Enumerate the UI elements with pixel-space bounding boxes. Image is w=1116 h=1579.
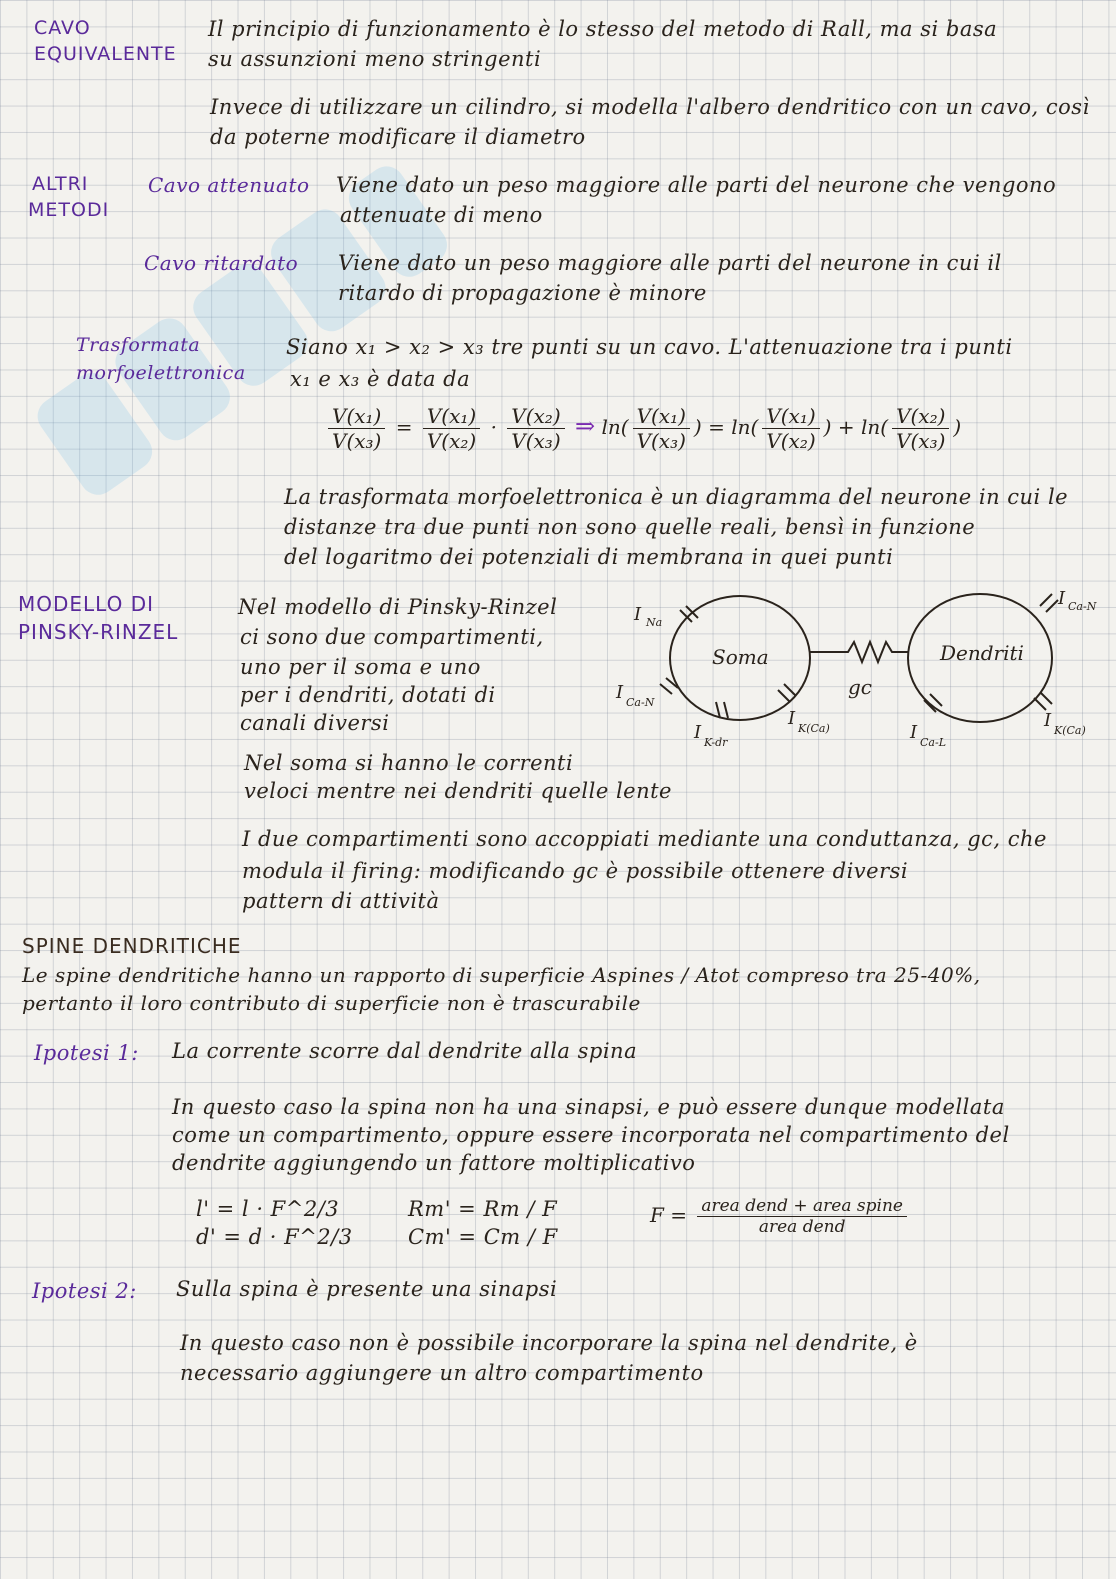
heading-cavo-equivalente-1: CAVO: [34, 17, 91, 39]
text-line: In questo caso non è possibile incorporare la spina nel dendrite, è: [180, 1331, 918, 1355]
text-line: La trasformata morfoelettronica è un diagramma del neurone in cui le: [284, 485, 1069, 509]
channel-can-right: [1040, 594, 1058, 612]
formula-l-prime: l' = l · F^2/3: [196, 1197, 340, 1221]
text-line: Invece di utilizzare un cilindro, si modella l'albero dendritico con un cavo, così: [210, 95, 1090, 119]
label-i-kdr: I: [694, 722, 702, 743]
implies-arrow: ⇒: [575, 412, 596, 440]
numerator: V(x₁): [633, 404, 690, 429]
text-line: Nel soma si hanno le correnti: [244, 751, 574, 775]
fraction: [423, 404, 480, 453]
denominator: V(x₃): [511, 429, 561, 453]
text-line: pertanto il loro contributo di superficie non è trascurabile: [22, 991, 641, 1015]
text-line: x₁ e x₃ è data da: [290, 367, 471, 391]
heading-altri-metodi-2: METODI: [28, 199, 110, 221]
label-i-kca-right-sub: K(Ca): [1054, 724, 1086, 737]
text-line: La corrente scorre dal dendrite alla spina: [172, 1039, 638, 1063]
attenuation-formula: $\frac{\text{V(x₁)}}{\text{V(x₃)}}$ = $\frac{\text{V(x₁)}}{\text{V(x₂)}}$ · $\frac{\text{V(x₂)}}{\text{V(x₃)}}$ ⇒ ln( $\frac{\text{V(x₁)}}{\text{V(x₃)}}$ ) = ln( $\frac{\text{V(x₁)}}{\text{V(x₂)}}$ ) + ln( $\frac{\text{V(x₂)}}{\text{V(x₃)}}$ ): [324, 404, 961, 453]
label-ipotesi-1: Ipotesi 1:: [34, 1041, 139, 1065]
label-i-cal: I: [910, 722, 918, 743]
numerator: V(x₂): [507, 404, 564, 429]
text-line: Sulla spina è presente una sinapsi: [176, 1277, 558, 1301]
label-gc: gc: [848, 675, 873, 699]
denominator: V(x₂): [426, 429, 477, 453]
text-line: veloci mentre nei dendriti quelle lente: [244, 779, 672, 803]
equals-sign: =: [395, 415, 413, 439]
numerator: V(x₁): [328, 404, 385, 429]
formula-cm-prime: Cm' = Cm / F: [408, 1225, 558, 1249]
text-line: Le spine dendritiche hanno un rapporto di superficie Aspines / Atot compreso tra 25-40%,: [22, 963, 981, 987]
denominator: area dend: [758, 1217, 846, 1237]
label-i-can-right: I: [1058, 588, 1066, 609]
denominator: V(x₃): [896, 429, 946, 453]
channel-kca-right: [1034, 692, 1052, 710]
numerator: V(x₁): [423, 404, 480, 429]
fraction: [507, 404, 564, 453]
text-line: uno per il soma e uno: [240, 655, 481, 679]
channel-cal: [924, 694, 942, 712]
equals-sign: =: [708, 415, 725, 439]
denominator: V(x₂): [766, 429, 816, 453]
label-i-na: I: [634, 604, 642, 625]
label-i-can-left-sub: Ca-N: [626, 696, 655, 709]
text-line: Viene dato un peso maggiore alle parti del neurone in cui il: [338, 251, 1002, 275]
fraction: [762, 404, 819, 453]
text-line: ritardo di propagazione è minore: [338, 281, 707, 305]
heading-pinsky-2: PINSKY-RINZEL: [18, 620, 179, 644]
denominator: V(x₃): [332, 429, 382, 453]
text-line: pattern di attività: [242, 889, 440, 913]
denominator: V(x₃): [636, 429, 686, 453]
label-i-kca-right: I: [1044, 710, 1052, 731]
ln: ln: [860, 415, 881, 439]
label-i-can-right-sub: Ca-N: [1068, 600, 1097, 613]
label-i-kca-left-sub: K(Ca): [798, 722, 830, 735]
label-trasformata-1: Trasformata: [76, 334, 201, 356]
label-cavo-ritardato: Cavo ritardato: [144, 251, 299, 275]
text-line: Siano x₁ > x₂ > x₃ tre punti su un cavo. L'attenuazione tra i punti: [286, 335, 1013, 359]
formula-f-lhs: F =: [650, 1203, 687, 1227]
text-line: su assunzioni meno stringenti: [208, 47, 542, 71]
label-i-na-sub: Na: [646, 616, 663, 629]
numerator: V(x₁): [762, 404, 819, 429]
label-soma: Soma: [712, 645, 769, 669]
fraction: [697, 1196, 907, 1237]
formula-f: [650, 1196, 911, 1237]
ln: ln: [601, 415, 621, 439]
heading-cavo-equivalente-2: EQUIVALENTE: [34, 43, 177, 65]
heading-spine-dendritiche: SPINE DENDRITICHE: [22, 934, 242, 958]
label-i-kdr-sub: K-dr: [704, 736, 728, 749]
text-line: Il principio di funzionamento è lo stesso del metodo di Rall, ma si basa: [208, 17, 998, 41]
heading-pinsky-1: MODELLO DI: [18, 592, 155, 616]
text-line: come un compartimento, oppure essere incorporata nel compartimento del: [172, 1123, 1010, 1147]
text-line: distanze tra due punti non sono quelle reali, bensì in funzione: [284, 515, 976, 539]
text-line: Nel modello di Pinsky-Rinzel: [238, 595, 558, 619]
text-line: modula il firing: modificando gc è possibile ottenere diversi: [242, 859, 909, 883]
text-line: I due compartimenti sono accoppiati mediante una conduttanza, gc, che: [242, 827, 1047, 851]
label-ipotesi-2: Ipotesi 2:: [32, 1279, 137, 1303]
conductance-resistor: [810, 642, 908, 662]
text-line: attenuate di meno: [340, 203, 543, 227]
label-i-can-left: I: [616, 682, 624, 703]
text-line: da poterne modificare il diametro: [210, 125, 586, 149]
text-line: del logaritmo dei potenziali di membrana in quei punti: [284, 545, 894, 569]
text-line: canali diversi: [240, 711, 390, 735]
pinsky-rinzel-diagram: [600, 580, 1110, 760]
text-line: ci sono due compartimenti,: [240, 625, 544, 649]
label-i-kca-left: I: [788, 708, 796, 729]
text-line: necessario aggiungere un altro compartimento: [180, 1361, 704, 1385]
fraction: [892, 404, 949, 453]
label-dendriti: Dendriti: [940, 641, 1024, 665]
channel-na: [680, 606, 698, 622]
fraction: [328, 404, 385, 453]
text-line: Viene dato un peso maggiore alle parti del neurone che vengono: [336, 173, 1057, 197]
numerator: area dend + area spine: [697, 1196, 907, 1217]
ln: ln: [731, 415, 751, 439]
label-cavo-attenuato: Cavo attenuato: [148, 173, 310, 197]
text-line: per i dendriti, dotati di: [240, 683, 496, 707]
fraction: [633, 404, 690, 453]
formula-d-prime: d' = d · F^2/3: [196, 1225, 353, 1249]
numerator: V(x₂): [892, 404, 949, 429]
dot-operator: ·: [490, 415, 497, 439]
formula-rm-prime: Rm' = Rm / F: [408, 1197, 558, 1221]
plus-sign: +: [837, 415, 855, 439]
text-line: dendrite aggiungendo un fattore moltiplicativo: [172, 1151, 696, 1175]
label-i-cal-sub: Ca-L: [920, 736, 946, 749]
heading-altri-metodi-1: ALTRI: [32, 173, 89, 195]
channel-kdr: [716, 702, 728, 718]
label-trasformata-2: morfoelettronica: [76, 362, 246, 384]
text-line: In questo caso la spina non ha una sinapsi, e può essere dunque modellata: [172, 1095, 1005, 1119]
